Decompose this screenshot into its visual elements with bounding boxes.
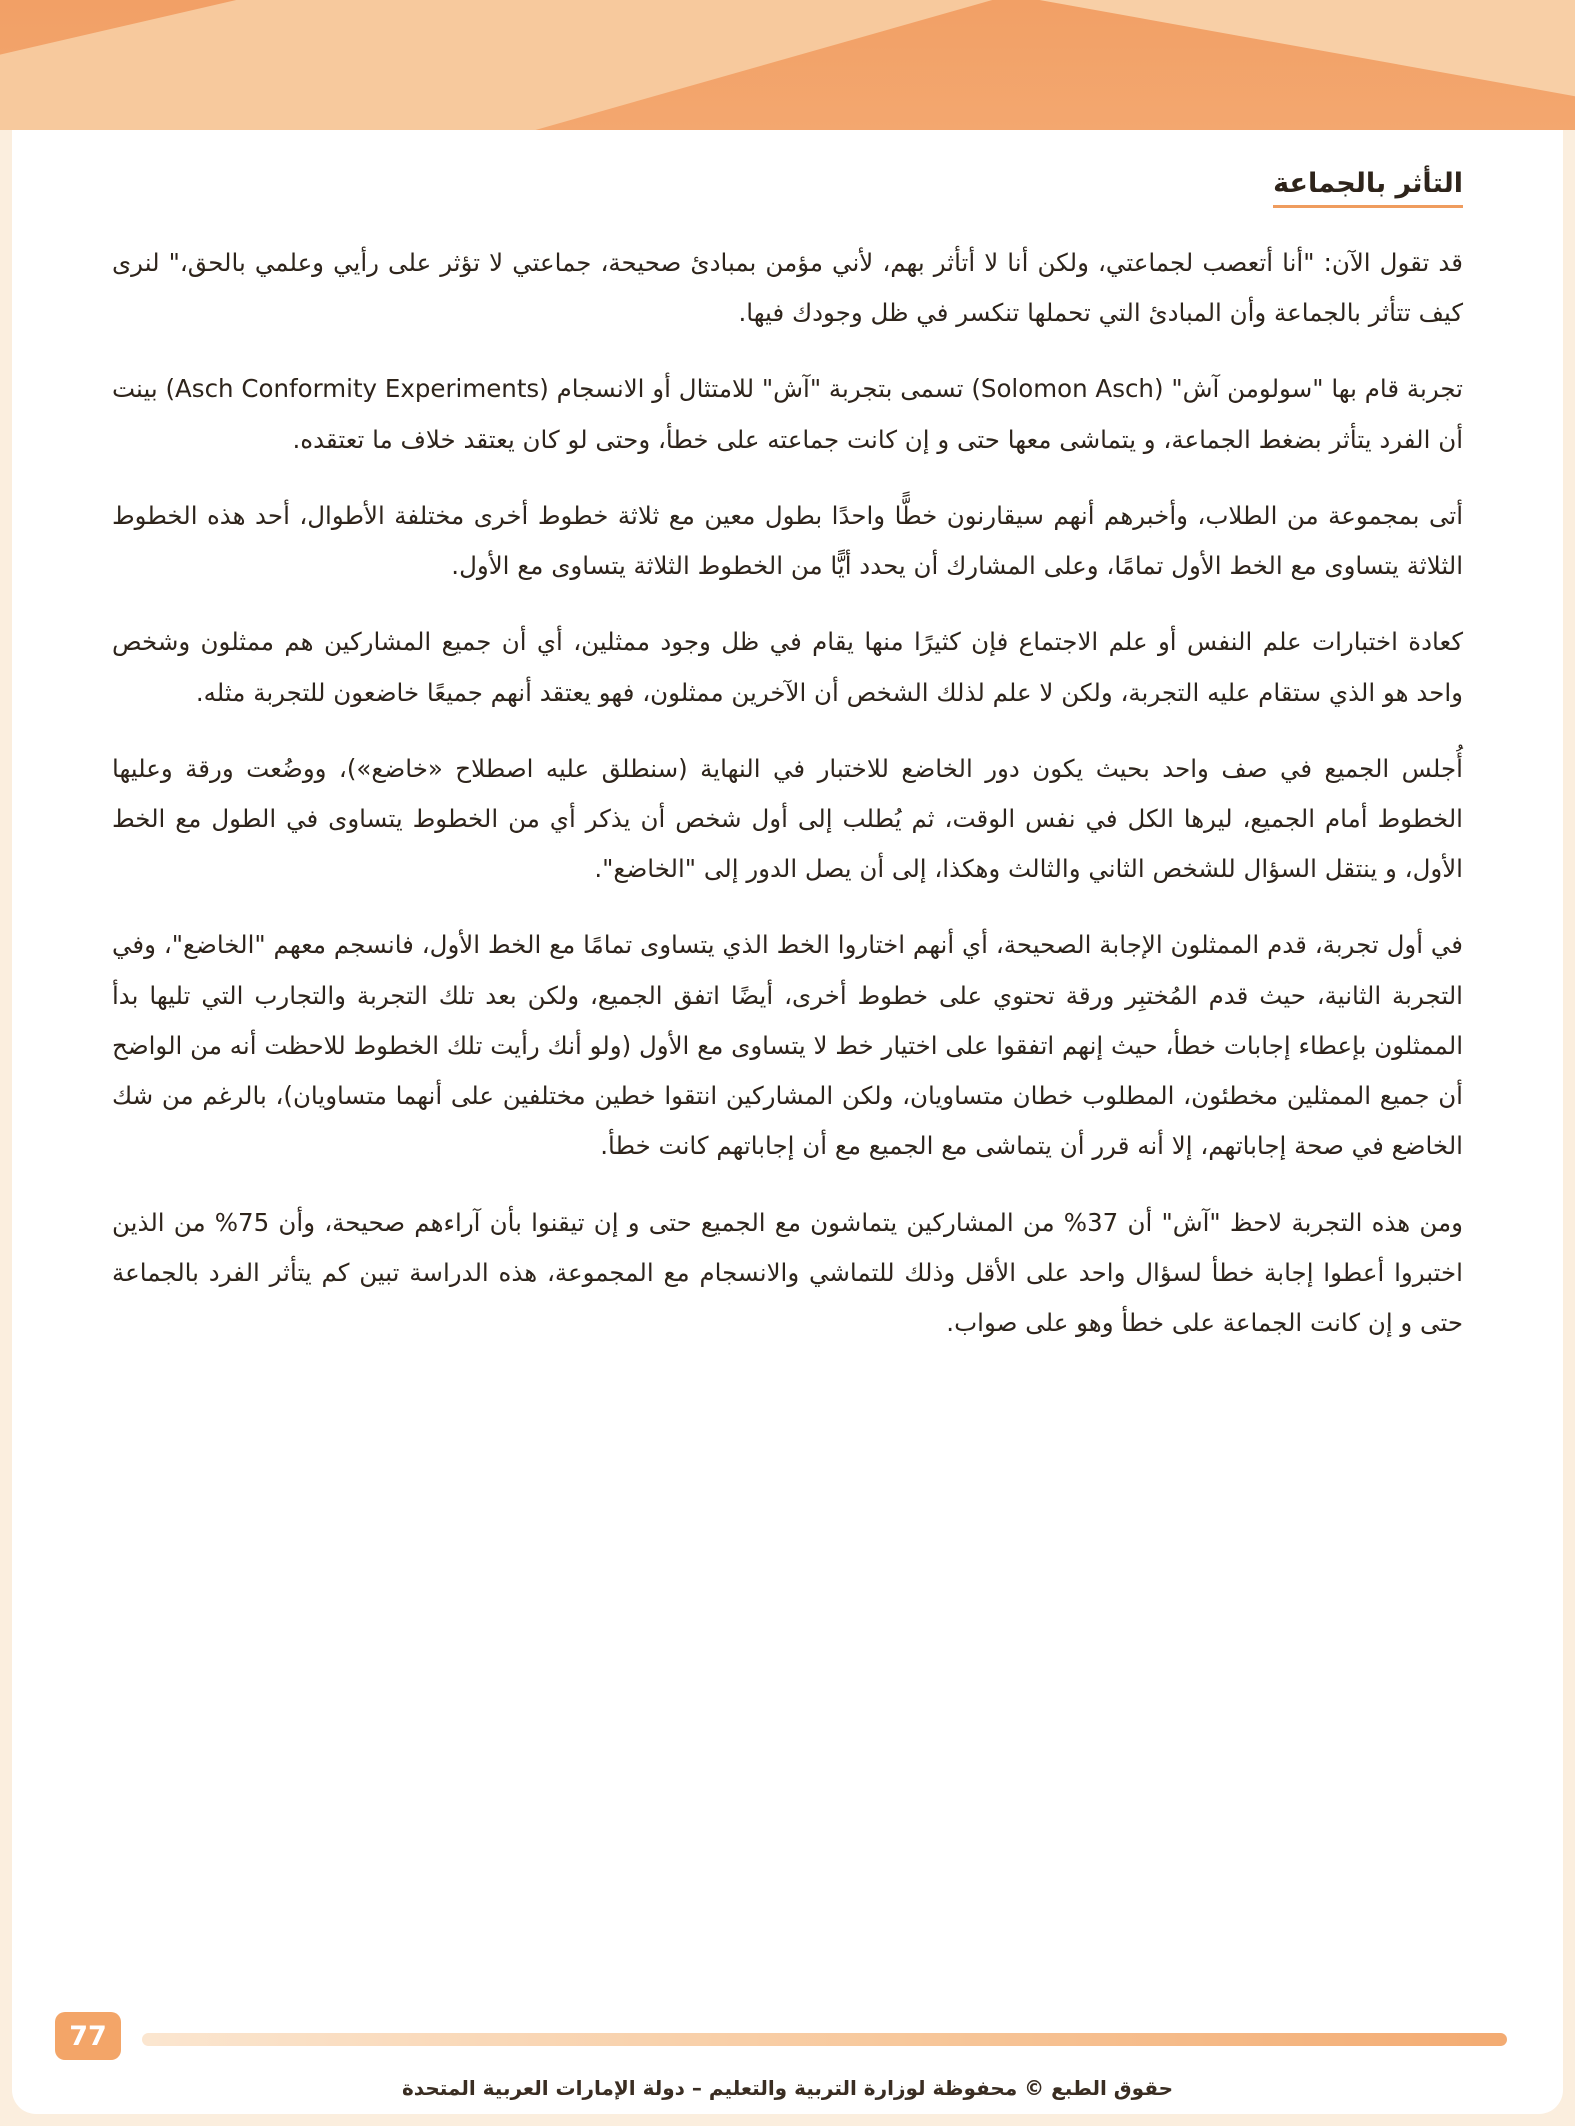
header-decoration-band xyxy=(0,0,1575,130)
footer-decoration-bar xyxy=(142,2033,1507,2046)
paragraph-4: كعادة اختبارات علم النفس أو علم الاجتماع فإن كثيرًا منها يقام في ظل وجود ممثلين، أي أن جميع المشاركين هم ممثلون وشخص واحد هو الذي ستقام عليه التجربة، ولكن لا علم لذلك الشخص أن الآخرين ممثلون، فهو يعتقد أنهم جميعًا خاضعون للتجربة مثله. xyxy=(112,627,1463,707)
paragraph-6: في أول تجربة، قدم الممثلون الإجابة الصحيحة، أي أنهم اختاروا الخط الذي يتساوى تمامًا مع الخط الأول، فانسجم معهم "الخاضع"، وفي التجربة الثانية، حيث قدم المُختبِر ورقة تحتوي على خطوط أخرى، أيضًا اتفق الجميع، ولكن بعد تلك التجربة والتجارب التي تليها بدأ الممثلون بإعطاء إجابات خطأ، حيث إنهم اتفقوا على اختيار خط لا يتساوى مع الأول (ولو أنك رأيت تلك الخطوط للاحظت أنه من الواضح أن جميع الممثلين مخطئون، المطلوب خطان متساويان، ولكن المشاركين انتقوا خطين مختلفين على أنهما متساويان)، بالرغم من شك الخاضع في صحة إجاباتهم، إلا أنه قرر أن يتماشى مع الجميع مع أن إجاباتهم كانت خطأ. xyxy=(112,930,1463,1161)
paragraph-2: تجربة قام بها "سولومن آش" (Solomon Asch) تسمى بتجربة "آش" للامتثال أو الانسجام (Asch Conformity Experiments) بينت أن الفرد يتأثر بضغط الجماعة، و يتماشى معها حتى و إن كانت جماعته على خطأ، وحتى لو كان يعتقد خلاف ما تعتقده. xyxy=(112,374,1463,454)
paragraph-3: أتى بمجموعة من الطلاب، وأخبرهم أنهم سيقارنون خطًّا واحدًا بطول معين مع ثلاثة خطوط أخرى مختلفة الأطوال، أحد هذه الخطوط الثلاثة يتساوى مع الخط الأول تمامًا، وعلى المشارك أن يحدد أيًّا من الخطوط الثلاثة يتساوى مع الأول. xyxy=(112,500,1463,581)
page-number-badge: 77 xyxy=(55,2012,121,2060)
paragraph-1: قد تقول الآن: "أنا أتعصب لجماعتي، ولكن أنا لا أتأثر بهم، لأني مؤمن بمبادئ صحيحة، جماعتي لا تؤثر على رأيي وعلمي بالحق،" لنرى كيف تتأثر بالجماعة وأن المبادئ التي تحملها تنكسر في ظل وجودك فيها. xyxy=(112,248,1463,328)
paragraph-7: ومن هذه التجربة لاحظ "آش" أن 37% من المشاركين يتماشون مع الجميع حتى و إن تيقنوا بأن آراءهم صحيحة، وأن 75% من الذين اختبروا أعطوا إجابة خطأ لسؤال واحد على الأقل وذلك للتماشي والانسجام مع المجموعة، هذه الدراسة تبين كم يتأثر الفرد بالجماعة حتى و إن كانت الجماعة على خطأ وهو على صواب. xyxy=(112,1207,1463,1337)
page-title: التأثر بالجماعة xyxy=(1273,168,1463,208)
document-body xyxy=(112,168,1463,1374)
paragraph-5: أُجلس الجميع في صف واحد بحيث يكون دور الخاضع للاختبار في النهاية (سنطلق عليه اصطلاح «خاضع»)، ووضُعت ورقة وعليها الخطوط أمام الجميع، ليرها الكل في نفس الوقت، ثم يُطلب إلى أول شخص أن يذكر أي من الخطوط يتساوى في الطول مع الخط الأول، و ينتقل السؤال للشخص الثاني والثالث وهكذا، إلى أن يصل الدور إلى "الخاضع". xyxy=(112,753,1463,884)
copyright-notice: حقوق الطبع © محفوظة لوزارة التربية والتعليم – دولة الإمارات العربية المتحدة xyxy=(401,2076,1173,2100)
